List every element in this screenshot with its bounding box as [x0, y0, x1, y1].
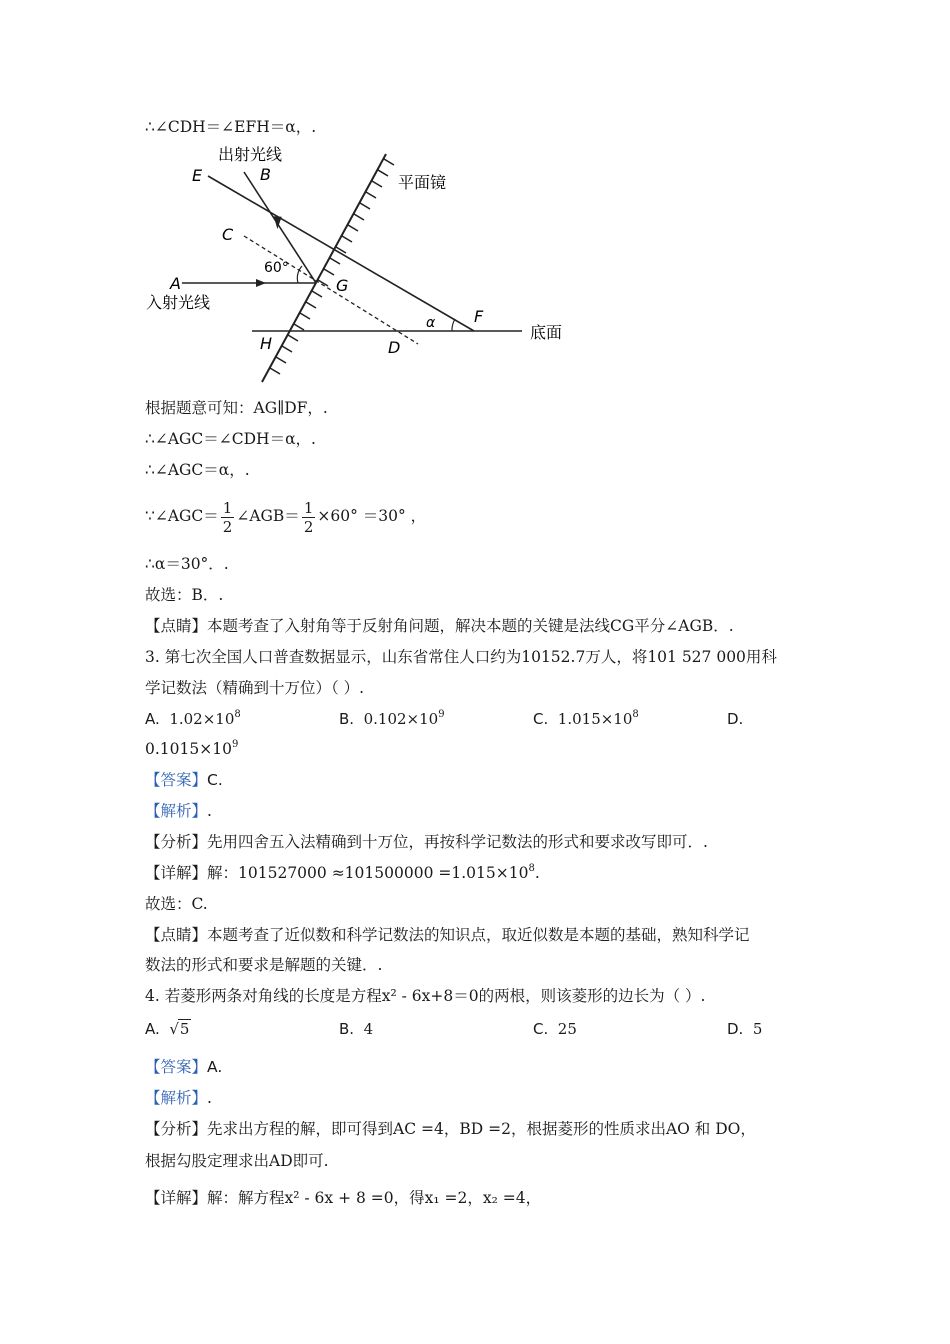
fraction-one-half-1: $\frac{1}{2}$	[222, 498, 233, 536]
angle-60-arc	[297, 266, 302, 283]
alpha-arc	[452, 319, 455, 331]
line-agc-cdh: ∴∠AGC＝∠CDH＝α，.	[145, 430, 316, 448]
line-choose-b: 故选：B．.	[145, 586, 224, 604]
q3-option-d-label: D.	[727, 710, 744, 728]
q3-stem-line2: 学记数法（精确到十万位）（ ）.	[145, 679, 365, 697]
point-b: B	[260, 165, 271, 184]
sqrt-icon: √5	[169, 1020, 190, 1038]
normal-line	[244, 236, 418, 344]
half-agb-suffix: ×60° ＝30° ，	[317, 507, 427, 525]
q3-xiangjie: 【详解】解：$101527000 \approx 101500000 =1.015\times 10^8$.	[145, 863, 540, 882]
q3-dianjing-line1: 【点睛】本题考查了近似数和科学记数法的知识点，取近似数是本题的基础，熟知科学记	[145, 926, 750, 944]
point-e: E	[192, 166, 203, 185]
q4-fenxi-line1: 【分析】先求出方程的解，即可得到AC =4，BD =2，根据菱形的性质求出AO 和 DO，	[145, 1120, 756, 1138]
q3-stem-line1: 3. 第七次全国人口普查数据显示，山东省常住人口约为10152.7万人，将101 527 000用科	[145, 648, 777, 666]
line-dianjing-2: 【点睛】本题考查了入射角等于反射角问题，解决本题的关键是法线CG平分∠AGB．.	[145, 617, 734, 635]
q3-fenxi: 【分析】先用四舍五入法精确到十万位，再按科学记数法的形式和要求改写即可．.	[145, 833, 708, 851]
line-ef	[208, 176, 474, 331]
q4-option-b: B. 4	[339, 1020, 374, 1038]
q3-option-d: $0.1015\times 10^9$	[145, 739, 239, 758]
incident-arrow-icon	[256, 279, 266, 287]
line-alpha-30: ∴α＝30°．.	[145, 555, 229, 573]
point-c: C	[222, 225, 234, 244]
q3-jiexi: 【解析】.	[145, 802, 212, 820]
q4-xiangjie: 【详解】解：解方程x² - 6x + 8 =0，得x₁ =2，x₂ =4，	[145, 1189, 542, 1207]
label-out-ray: 出射光线	[218, 146, 283, 164]
line-agc-alpha: ∴∠AGC＝α，.	[145, 461, 250, 479]
q3-answer: 【答案】C.	[145, 771, 223, 789]
q4-jiexi: 【解析】.	[145, 1089, 212, 1107]
reflection-diagram	[140, 146, 580, 390]
point-a: A	[170, 274, 181, 293]
label-mirror: 平面镜	[398, 173, 447, 192]
q4-stem: 4. 若菱形两条对角线的长度是方程x² - 6x+8＝0的两根，则该菱形的边长为（ ）.	[145, 987, 706, 1005]
q3-option-b: B. $0.102\times 10^9$	[339, 709, 445, 728]
line-cdh-efh: ∴∠CDH＝∠EFH＝α，.	[145, 118, 317, 136]
q4-fenxi-line2: 根据勾股定理求出AD即可.	[145, 1152, 329, 1170]
q3-choose-c: 故选：C.	[145, 895, 208, 913]
point-f: F	[474, 307, 484, 326]
fraction-one-half-2: $\frac{1}{2}$	[303, 498, 314, 536]
line-ag-parallel-df: 根据题意可知：AG∥DF，.	[145, 399, 328, 417]
line-half-agb	[145, 494, 426, 538]
point-d: D	[388, 338, 401, 357]
label-in-ray: 入射光线	[146, 293, 211, 312]
q4-option-a: A. √5	[145, 1020, 190, 1038]
q4-option-c: C. 25	[533, 1020, 577, 1038]
reflected-arrow-icon	[274, 216, 283, 229]
angle-60-label: 60°	[264, 260, 289, 276]
q3-option-a: A. $1.02\times 10^8$	[145, 709, 241, 728]
point-h: H	[260, 334, 273, 353]
point-g: G	[336, 276, 349, 295]
q4-answer: 【答案】A.	[145, 1058, 223, 1076]
half-agb-prefix: ∵∠AGC＝	[145, 507, 219, 525]
q4-option-d: D. 5	[727, 1020, 763, 1038]
alpha-label: α	[426, 315, 436, 331]
half-agb-middle: ∠AGB＝	[236, 507, 300, 525]
q3-option-c: C. $1.015\times 10^8$	[533, 709, 639, 728]
q3-dianjing-line2: 数法的形式和要求是解题的关键．.	[145, 956, 383, 974]
label-base: 底面	[530, 323, 563, 342]
